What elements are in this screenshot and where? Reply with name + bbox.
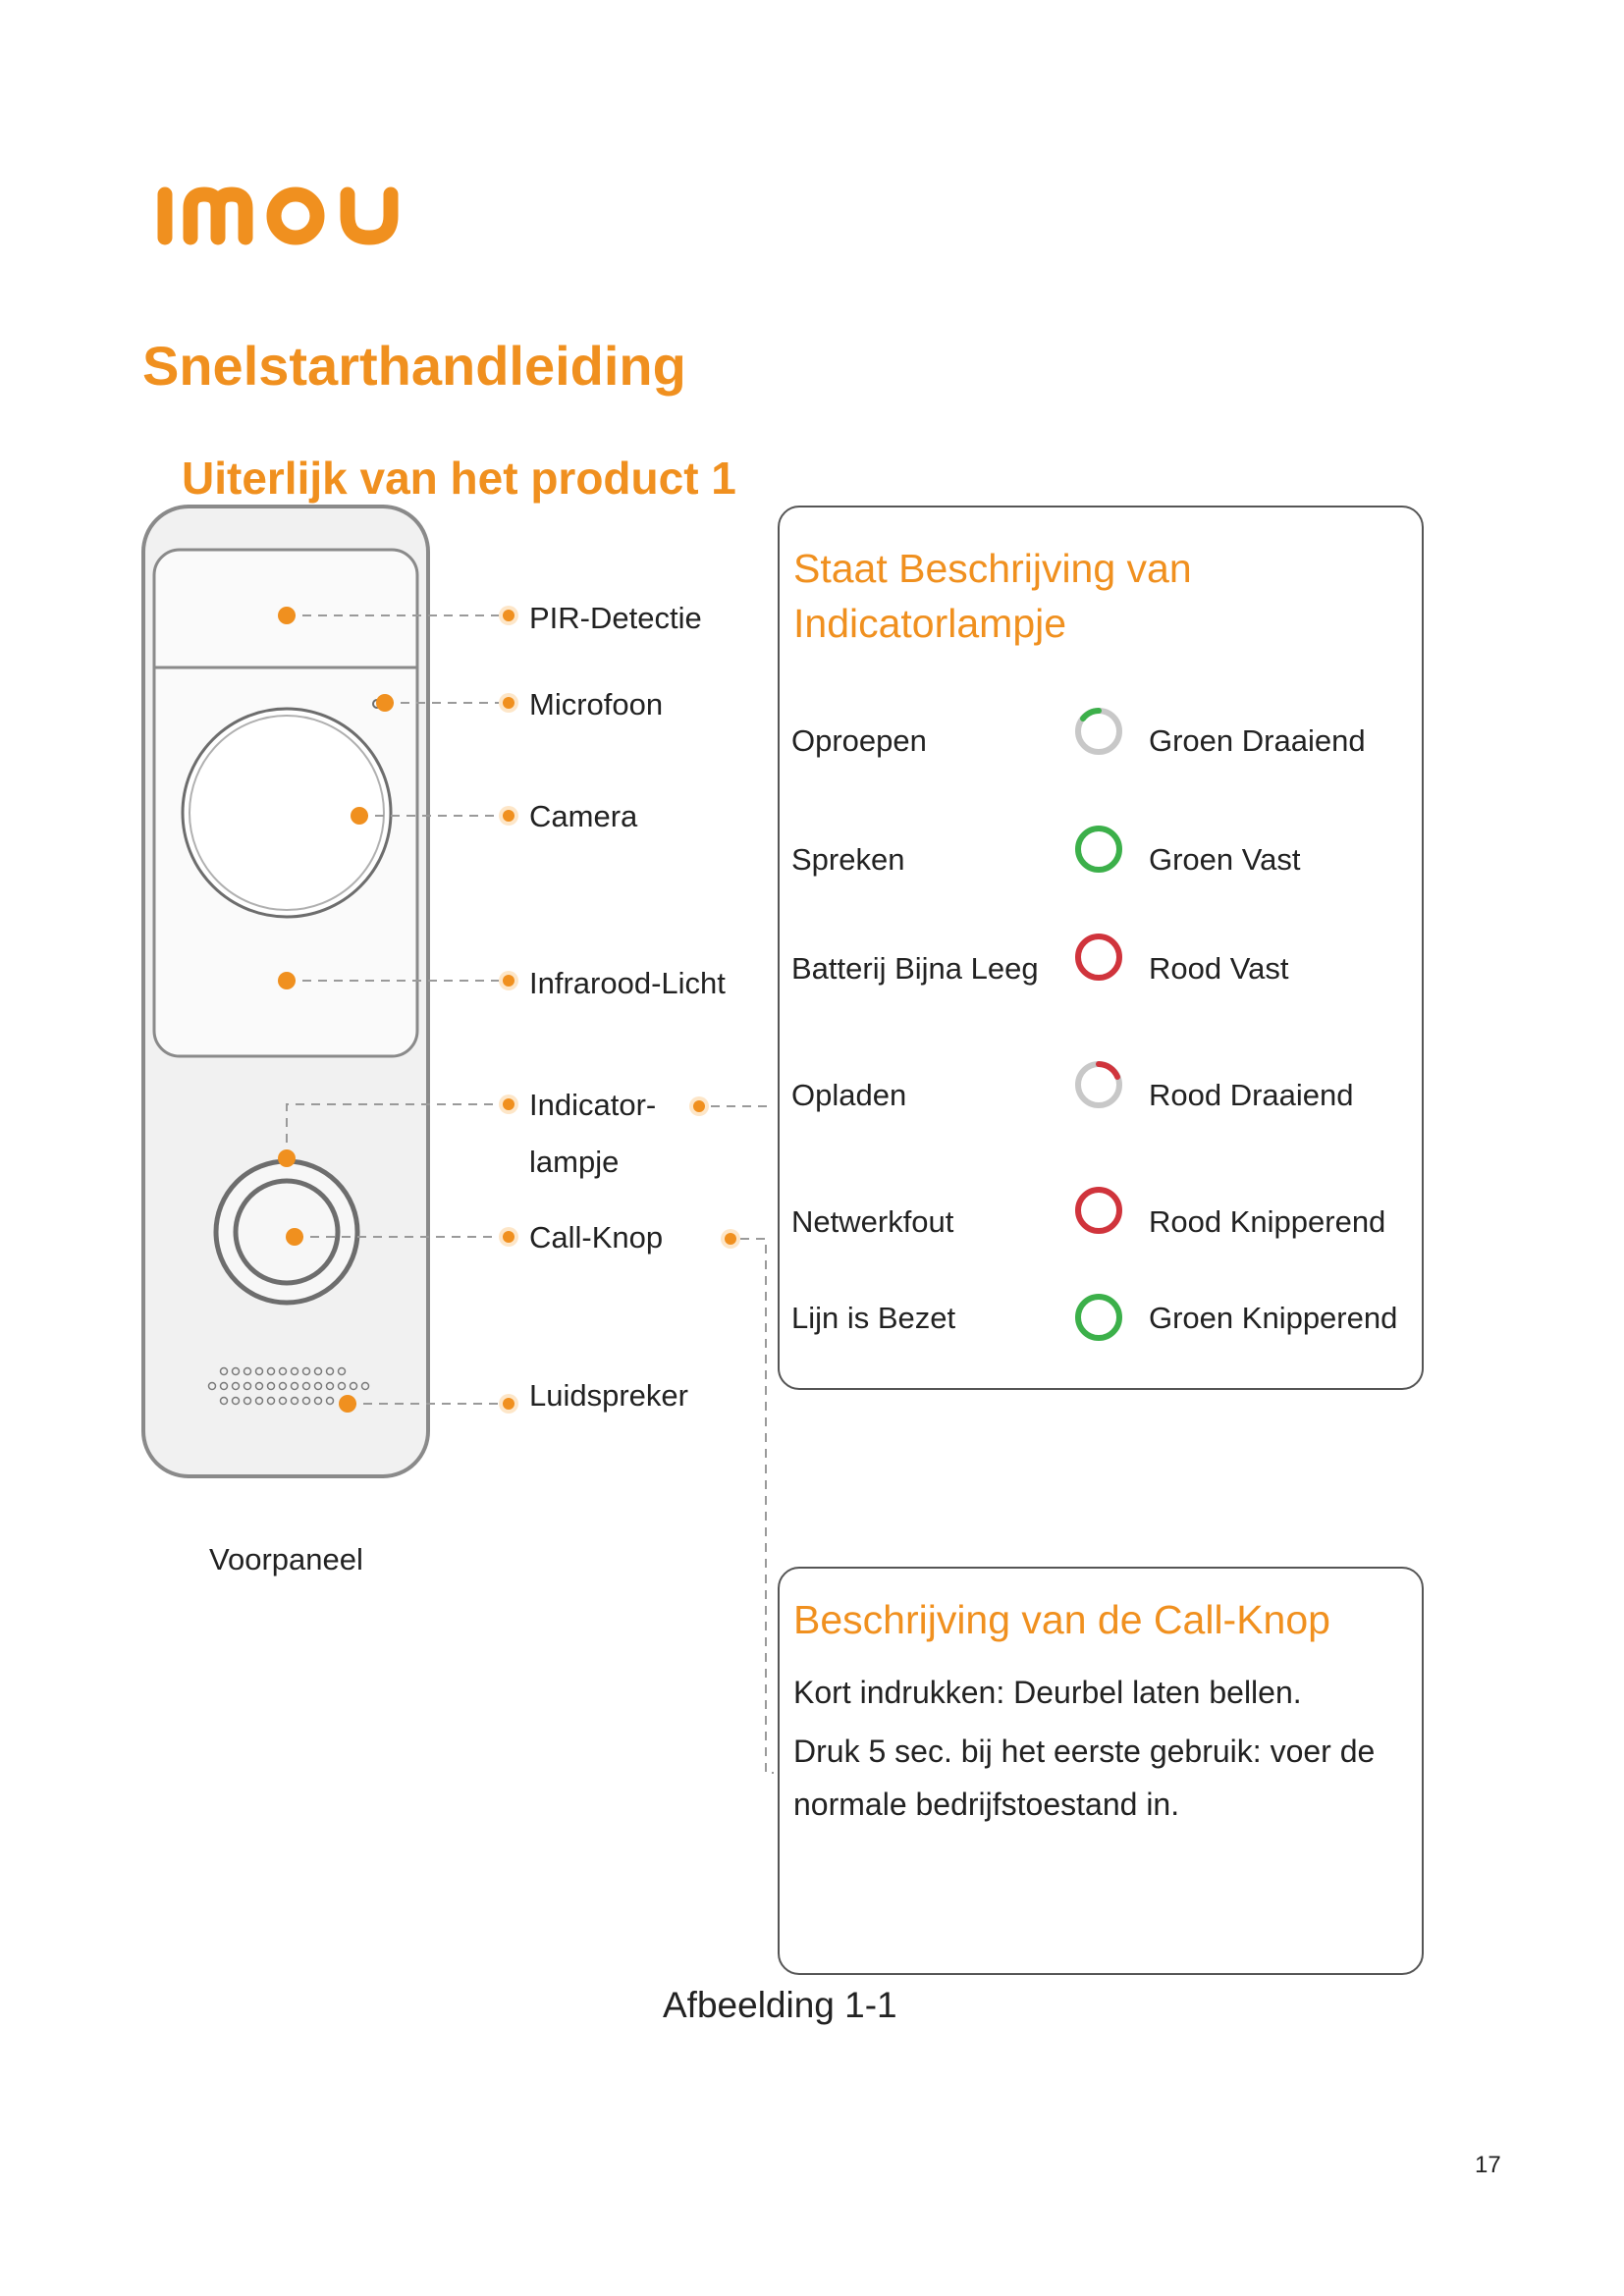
call-button xyxy=(236,1181,338,1283)
callout-markers xyxy=(499,606,740,1414)
figure-caption: Afbeelding 1-1 xyxy=(663,1985,897,2025)
red-spinning-ring-icon xyxy=(1074,1060,1123,1109)
indicator-box-title: Staat Beschrijving van Indicatorlampje xyxy=(793,546,1192,646)
callknop-long-press: Druk 5 sec. bij het eerste gebruik: voer de xyxy=(793,1734,1376,1769)
green-spinning-ring-icon xyxy=(1074,707,1123,756)
indicator-state: Netwerkfout xyxy=(791,1204,954,1239)
callout-indicator-line2: lampje xyxy=(529,1145,620,1179)
callout-infrared: Infrarood-Licht xyxy=(529,966,726,1000)
page-number: 17 xyxy=(1475,2152,1501,2178)
indicator-state: Spreken xyxy=(791,842,905,877)
indicator-description: Groen Draaiend xyxy=(1149,723,1366,758)
indicator-description: Groen Vast xyxy=(1149,842,1301,877)
callout-pir: PIR-Detectie xyxy=(529,601,702,635)
indicator-state: Lijn is Bezet xyxy=(791,1301,956,1335)
callknop-short-press: Kort indrukken: Deurbel laten bellen. xyxy=(793,1675,1302,1710)
indicator-description: Rood Vast xyxy=(1149,951,1289,986)
callout-indicator: Indicator- xyxy=(529,1088,657,1122)
green-solid-ring-icon xyxy=(1074,825,1123,874)
callout-call-button: Call-Knop xyxy=(529,1220,664,1255)
indicator-description: Rood Knipperend xyxy=(1149,1204,1386,1239)
green-blinking-ring-icon xyxy=(1074,1293,1123,1342)
page-title: Snelstarthandleiding xyxy=(142,335,686,397)
indicator-state: Oproepen xyxy=(791,723,927,758)
callknop-long-press-cont: normale bedrijfstoestand in. xyxy=(793,1787,1180,1822)
device-caption: Voorpaneel xyxy=(209,1542,363,1576)
callout-microphone: Microfoon xyxy=(529,687,664,721)
callout-camera: Camera xyxy=(529,799,638,833)
callout-speaker: Luidspreker xyxy=(529,1378,688,1413)
red-blinking-ring-icon xyxy=(1074,1186,1123,1235)
indicator-description: Groen Knipperend xyxy=(1149,1301,1398,1335)
indicator-description: Rood Draaiend xyxy=(1149,1078,1354,1112)
callknop-box-title: Beschrijving van de Call-Knop xyxy=(793,1597,1330,1642)
section-title: Uiterlijk van het product 1 xyxy=(182,453,736,504)
indicator-state: Opladen xyxy=(791,1078,907,1112)
callknop-box xyxy=(778,1567,1424,1975)
red-solid-ring-icon xyxy=(1074,933,1123,982)
indicator-state: Batterij Bijna Leeg xyxy=(791,951,1039,986)
